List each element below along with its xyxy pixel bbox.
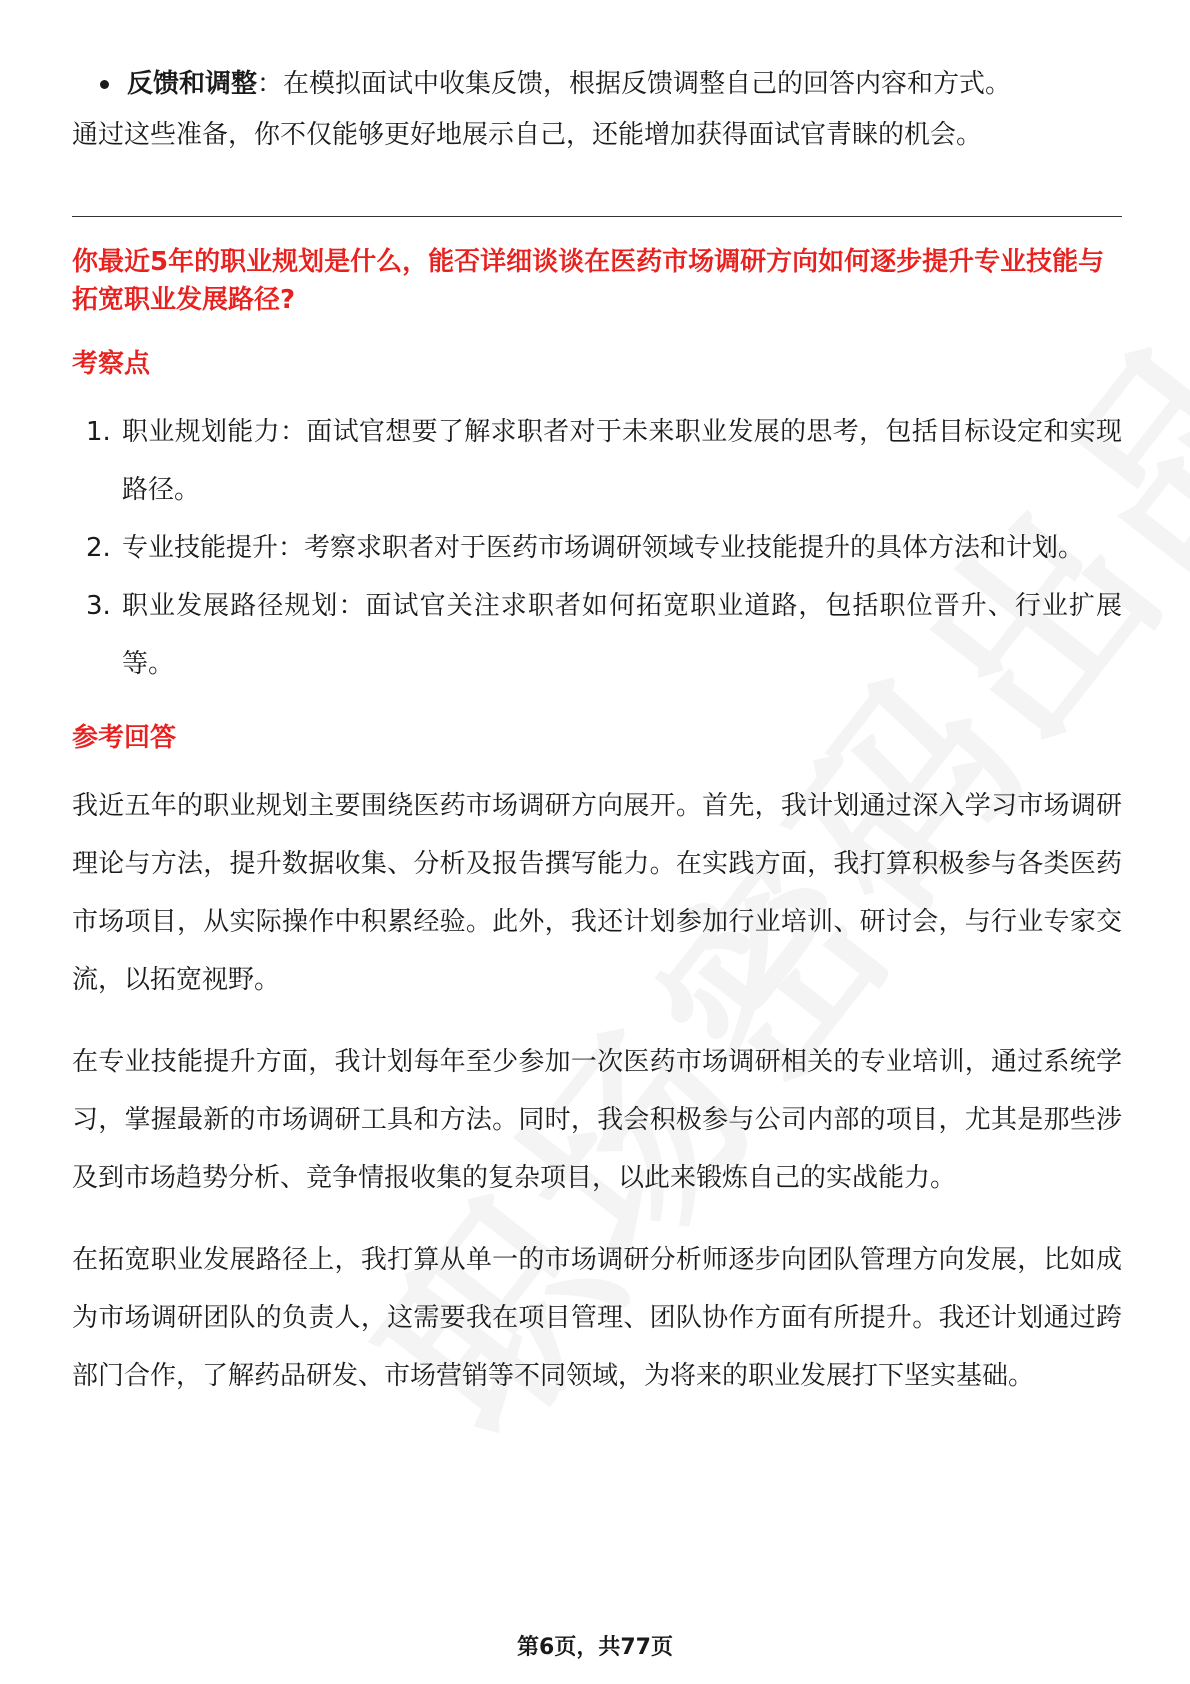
list-item [72,577,1122,693]
page-footer: 第6页，共77页 [517,1635,673,1660]
bullet-text [127,62,1011,106]
interview-question: 你最近5年的职业规划是什么，能否详细谈谈在医药市场调研方向如何逐步提升专业技能与拓宽职业发展路径? [72,247,1105,315]
list-item [72,519,1122,577]
list-item-text: 专业技能提升：考察求职者对于医药市场调研领域专业技能提升的具体方法和计划。 [122,533,1085,563]
bullet-term: 反馈和调整 [127,69,258,99]
feedback-bullet [72,62,1122,106]
list-item-number: 3. [86,591,111,621]
answer-heading: 参考回答 [72,723,177,753]
list-item-number: 2. [86,533,111,563]
list-item [72,403,1122,519]
assessment-list [72,403,1122,693]
page-content [72,62,1122,1405]
assessment-heading: 考察点 [72,349,151,379]
answer-paragraph: 我近五年的职业规划主要围绕医药市场调研方向展开。首先，我计划通过深入学习市场调研理论与方法，提升数据收集、分析及报告撰写能力。在实践方面，我打算积极参与各类医药市场项目，从实际操作中积累经验。此外，我还计划参加行业培训、研讨会，与行业专家交流，以拓宽视野。 [72,791,1122,995]
bullet-description: ：在模拟面试中收集反馈，根据反馈调整自己的回答内容和方式。 [257,69,1012,99]
list-item-number: 1. [86,417,111,447]
answer-paragraph: 在专业技能提升方面，我计划每年至少参加一次医药市场调研相关的专业培训，通过系统学习，掌握最新的市场调研工具和方法。同时，我会积极参与公司内部的项目，尤其是那些涉及到市场趋势分析、竞争情报收集的复杂项目，以此来锻炼自己的实战能力。 [72,1047,1122,1193]
bullet-dot-icon [100,80,109,89]
list-item-text: 职业规划能力：面试官想要了解求职者对于未来职业发展的思考，包括目标设定和实现路径。 [122,417,1122,505]
list-item-text: 职业发展路径规划：面试官关注求职者如何拓宽职业道路，包括职位晋升、行业扩展等。 [122,591,1122,679]
closing-paragraph: 通过这些准备，你不仅能够更好地展示自己，还能增加获得面试官青睐的机会。 [72,120,983,150]
answer-paragraph: 在拓宽职业发展路径上，我打算从单一的市场调研分析师逐步向团队管理方向发展，比如成为市场调研团队的负责人，这需要我在项目管理、团队协作方面有所提升。我还计划通过跨部门合作，了解药品研发、市场营销等不同领域，为将来的职业发展打下坚实基础。 [72,1245,1122,1391]
section-divider [72,216,1122,217]
